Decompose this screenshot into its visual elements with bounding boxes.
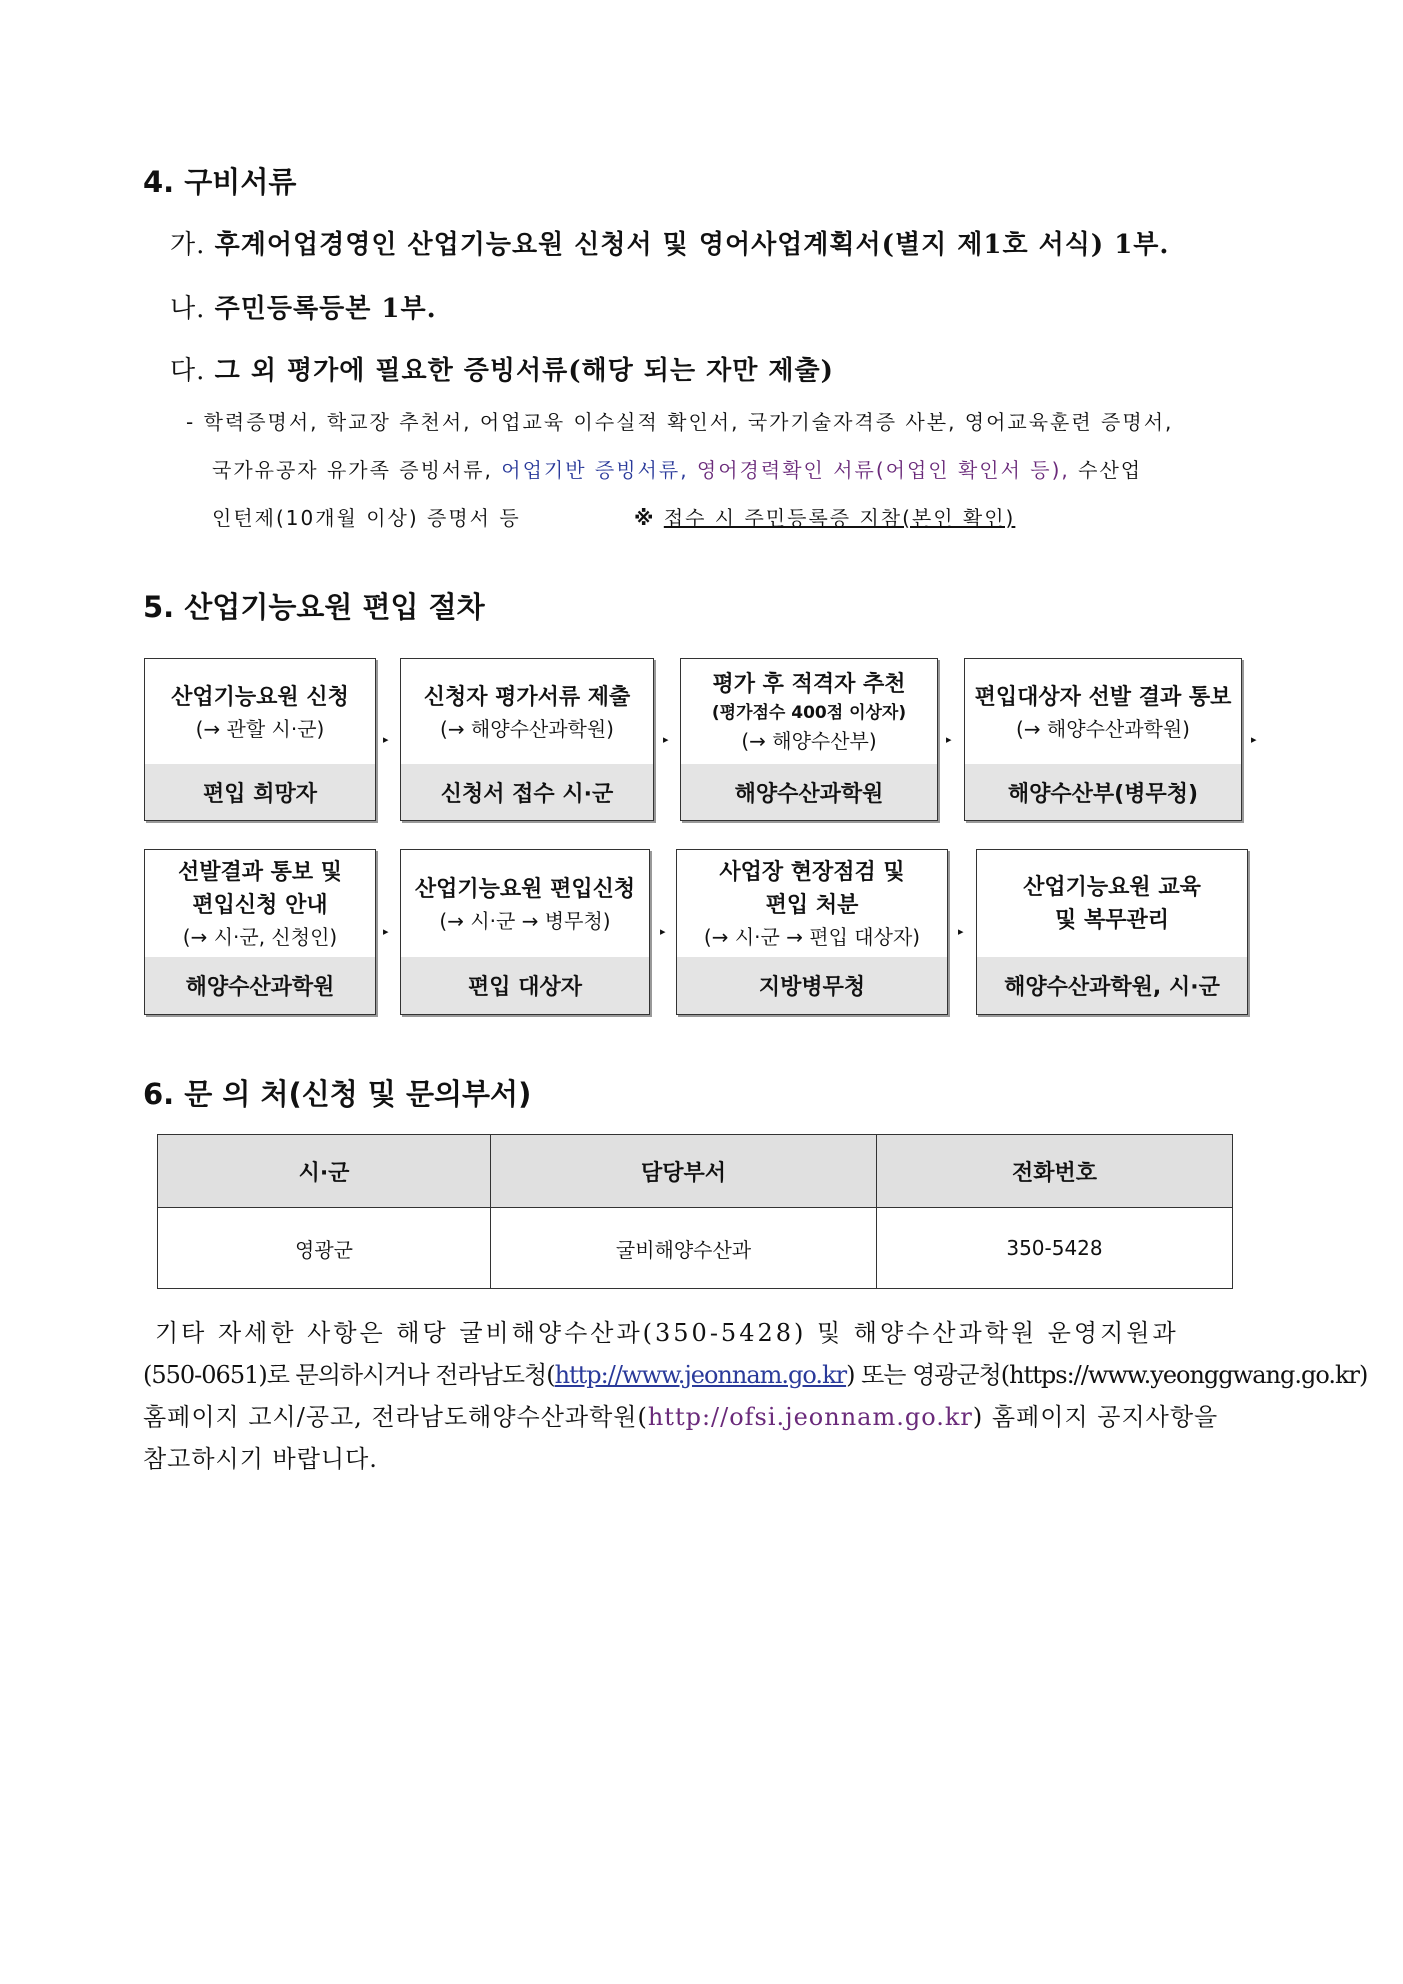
step-title-2: 편입 처분	[765, 893, 859, 918]
contact-paragraph	[143, 1312, 1368, 1480]
detail-text: 국가유공자 유가족 증빙서류,	[212, 458, 502, 482]
para-line: 참고하시기 바랍니다.	[143, 1445, 378, 1473]
column-header: 시·군	[158, 1135, 491, 1208]
detail-text: 수산업	[1069, 458, 1143, 482]
note-mark-icon: ※	[634, 506, 656, 530]
item-text: 주민등록등본 1부.	[214, 294, 437, 324]
flow-arrow-icon: ▸	[958, 925, 964, 938]
column-header: 담당부서	[491, 1135, 877, 1208]
section-6-title: 6. 문 의 처(신청 및 문의부서)	[143, 1077, 532, 1111]
para-line	[143, 1354, 1368, 1396]
para-line	[143, 1396, 1265, 1438]
jeonnam-link[interactable]: http://www.jeonnam.go.kr	[554, 1361, 847, 1389]
item-marker: 나.	[170, 294, 206, 324]
step-title: 평가 후 적격자 추천	[712, 671, 906, 697]
column-header: 전화번호	[877, 1135, 1233, 1208]
doc-item-ga	[170, 224, 1169, 261]
step-target: (→ 시·군, 신청인)	[182, 925, 338, 949]
section-4-title: 4. 구비서류	[143, 165, 297, 199]
step-actor: 신청서 접수 시·군	[401, 764, 653, 820]
step-condition: (평가점수 400점 이상자)	[711, 702, 907, 723]
para-text: (550-0651)로 문의하시거나 전라남도청(	[143, 1361, 555, 1389]
step-title: 신청자 평가서류 제출	[423, 684, 631, 710]
flow-arrow-icon: ▸	[1251, 733, 1257, 746]
flow-arrow-icon: ▸	[660, 925, 666, 938]
step-actor: 편입 희망자	[145, 764, 375, 820]
flow-step-5	[144, 849, 376, 1015]
step-target: (→ 관할 시·군)	[195, 716, 325, 741]
detail-text-purple: 영어경력확인 서류(어업인 확인서 등),	[696, 458, 1070, 482]
step-title: 산업기능요원 편입신청	[414, 876, 636, 902]
step-title: 사업장 현장점검 및	[719, 860, 905, 885]
step-title: 산업기능요원 신청	[171, 684, 349, 710]
step-title-2: 및 복무관리	[1055, 908, 1169, 933]
table-cell: 영광군	[158, 1208, 491, 1289]
para-line: 기타 자세한 사항은 해당 굴비해양수산과(350-5428) 및 해양수산과학원 운영지원과	[155, 1319, 1179, 1347]
step-actor: 해양수산과학원, 시·군	[977, 957, 1247, 1014]
step-actor: 해양수산과학원	[681, 764, 937, 820]
doc-item-da	[170, 350, 834, 387]
step-actor: 지방병무청	[677, 957, 947, 1014]
flow-step-4	[964, 658, 1242, 821]
table-cell: 굴비해양수산과	[491, 1208, 877, 1289]
step-title: 산업기능요원 교육	[1023, 875, 1201, 900]
flow-arrow-icon: ▸	[946, 733, 952, 746]
step-target: (→ 해양수산과학원)	[440, 716, 614, 741]
flow-step-8	[976, 849, 1248, 1015]
para-text: ) 또는 영광군청(https://www.yeonggwang.go.kr)	[846, 1361, 1368, 1389]
detail-line-1: - 학력증명서, 학교장 추천서, 어업교육 이수실적 확인서, 국가기술자격증 사본, 영어교육훈련 증명서,	[186, 410, 1174, 434]
note	[634, 502, 1015, 531]
detail-text-blue: 어업기반 증빙서류,	[501, 458, 697, 482]
doc-item-na	[170, 288, 437, 325]
section-5-title: 5. 산업기능요원 편입 절차	[143, 590, 485, 624]
detail-line-2	[212, 454, 1142, 483]
contact-table	[157, 1134, 1233, 1289]
detail-line-3	[212, 502, 521, 531]
step-target: (→ 시·군 → 편입 대상자)	[703, 925, 921, 949]
step-target: (→ 해양수산과학원)	[1016, 716, 1190, 741]
flow-step-3	[680, 658, 938, 821]
item-marker: 다.	[170, 356, 206, 386]
detail-text: 인턴제(10개월 이상) 증명서 등	[212, 506, 521, 530]
step-actor: 해양수산과학원	[145, 957, 375, 1014]
flow-step-6	[400, 849, 650, 1015]
para-text: 홈페이지 고시/공고, 전라남도해양수산과학원(	[143, 1403, 648, 1431]
step-title: 선발결과 통보 및	[177, 860, 343, 885]
flow-step-7	[676, 849, 948, 1015]
flow-arrow-icon: ▸	[663, 733, 669, 746]
step-actor: 해양수산부(병무청)	[965, 764, 1241, 820]
step-actor: 편입 대상자	[401, 957, 649, 1014]
step-title: 편입대상자 선발 결과 통보	[974, 684, 1232, 710]
step-title-2: 편입신청 안내	[192, 893, 328, 918]
flow-step-2	[400, 658, 654, 821]
flow-step-1	[144, 658, 376, 821]
table-header-row	[158, 1135, 1233, 1208]
item-text: 그 외 평가에 필요한 증빙서류(해당 되는 자만 제출)	[214, 356, 834, 386]
step-target: (→ 시·군 → 병무청)	[439, 908, 611, 933]
table-cell: 350-5428	[877, 1208, 1233, 1289]
ofsi-link[interactable]: http://ofsi.jeonnam.go.kr	[647, 1403, 973, 1431]
flow-arrow-icon: ▸	[383, 733, 389, 746]
item-marker: 가.	[170, 230, 206, 260]
item-text: 후계어업경영인 산업기능요원 신청서 및 영어사업계획서(별지 제1호 서식) 1부.	[214, 230, 1170, 260]
step-target: (→ 해양수산부)	[741, 729, 877, 754]
note-text: 접수 시 주민등록증 지참(본인 확인)	[663, 506, 1016, 530]
table-row	[158, 1208, 1233, 1289]
para-text: ) 홈페이지 공지사항을	[972, 1403, 1219, 1431]
flow-arrow-icon: ▸	[383, 925, 389, 938]
